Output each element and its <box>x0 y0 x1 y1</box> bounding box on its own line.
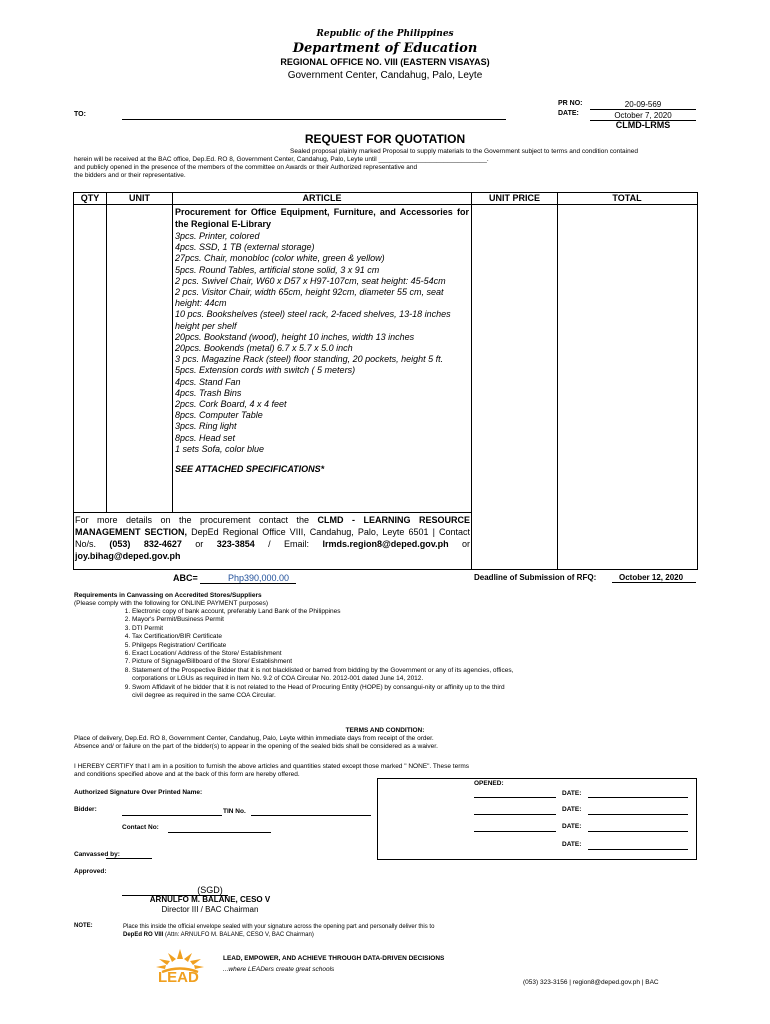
opened-date-label-1: DATE: <box>562 790 582 797</box>
opened-date-label-2: DATE: <box>562 806 582 813</box>
deadline-label: Deadline of Submission of RFQ: <box>474 573 597 582</box>
tin-line <box>251 815 371 816</box>
note-office: DepEd RO VIII <box>123 932 164 938</box>
requirements-subtitle: (Please comply with the following for ONLINE PAYMENT purposes) <box>74 600 268 607</box>
article-item: 10 pcs. Bookshelves (steel) steel rack, 2-faced shelves, 13-18 inches height per shelf <box>175 309 451 331</box>
opened-line-3 <box>474 831 556 832</box>
signatory-position: Director III / BAC Chairman <box>161 905 259 914</box>
intro-line-2: herein will be received at the BAC office, Dep.Ed. RO 8, Government Center, Candahug, Palo, Leyte until ______________________________. <box>74 156 489 163</box>
article-item: 4pcs. SSD, 1 TB (external storage) <box>175 242 315 253</box>
opened-date-line-4 <box>588 849 688 850</box>
canvassed-line <box>106 858 152 859</box>
contact-text-5: or <box>448 539 470 549</box>
footer-contact: (053) 323-3156 | region8@deped.gov.ph | BAC <box>523 979 659 986</box>
authorized-signature-label: Authorized Signature Over Printed Name: <box>74 789 203 796</box>
contact-text-2: DepEd Regional Office VIII, Candahug, Palo, Leyte 6501 | Contact No/s. <box>75 527 470 549</box>
bidder-label: Bidder: <box>74 806 97 813</box>
article-title: Procurement for Office Equipment, Furniture, and Accessories for the Regional E-Library <box>175 207 469 229</box>
article-item: 3 pcs. Magazine Rack (steel) floor standing, 20 pockets, height 5 ft. <box>175 354 444 365</box>
contact-email-1[interactable]: lrmds.region8@deped.gov.ph <box>322 539 449 549</box>
opened-line-2 <box>474 814 556 815</box>
terms-title: TERMS AND CONDITION: <box>345 727 425 734</box>
to-line <box>122 119 506 120</box>
intro-line-4: the bidders and or their representative. <box>74 172 186 179</box>
article-item: 5pcs. Round Tables, artificial stone solid, 3 x 91 cm <box>175 264 380 275</box>
contact-divider <box>73 512 472 513</box>
opened-date-line-3 <box>588 831 688 832</box>
note-label: NOTE: <box>74 923 93 929</box>
header-article: ARTICLE <box>302 193 342 203</box>
article-item: 3pcs. Printer, colored <box>175 231 260 241</box>
department-name: Department of Education <box>292 41 478 56</box>
contact-text-1: For more details on the procurement contact the <box>75 515 318 525</box>
contact-phone-2: 323-3854 <box>216 539 255 549</box>
signed-mark: (SGD) <box>197 885 223 895</box>
pr-label: PR NO: <box>558 100 583 107</box>
opened-label: OPENED: <box>474 780 504 787</box>
republic-label: Republic of the Philippines <box>316 29 454 39</box>
article-item: 4pcs. Trash Bins <box>175 387 242 398</box>
deadline-value: October 12, 2020 <box>619 573 684 582</box>
requirement-item: 7. Picture of Signage/Billboard of the Store/ Establishment <box>132 658 516 666</box>
regional-office: REGIONAL OFFICE NO. VIII (EASTERN VISAYAS) <box>280 57 490 67</box>
pr-line <box>590 109 696 110</box>
article-item: 20pcs. Bookstand (wood), height 10 inches, width 13 inches <box>175 331 415 342</box>
intro-line-1: Sealed proposal plainly marked Proposal to supply materials to the Government subject to terms and condition contained <box>290 148 638 155</box>
to-label: TO: <box>74 111 86 118</box>
see-attached-note: SEE ATTACHED SPECIFICATIONS* <box>175 464 325 475</box>
requirement-item: 1. Electronic copy of bank account, preferably Land Bank of the Philippines <box>132 608 516 616</box>
header-qty: QTY <box>80 193 100 203</box>
abc-line <box>200 583 296 584</box>
opened-box <box>377 778 697 860</box>
requirement-item: 4. Tax Certification/BIR Certificate <box>132 633 516 641</box>
note-line-1: Place this inside the official envelope sealed with your signature across the opening part and personally deliver this to <box>123 924 435 930</box>
footer-tagline: ...where LEADers create great schools <box>223 966 335 973</box>
document-title: REQUEST FOR QUOTATION <box>304 132 466 146</box>
header-total: TOTAL <box>612 193 642 203</box>
requirement-item: 9. Sworn Affidavit of he bidder that it is not related to the Head of Procuring Entity (HOPE) by consangui-nity or affinity up to the third civil degree as required in the same COA Circular. <box>132 684 516 701</box>
requirements-title: Requirements in Canvassing on Accredited Stores/Suppliers <box>74 592 262 599</box>
requirements-list <box>122 608 516 700</box>
date-value: October 7, 2020 <box>614 111 672 120</box>
contact-section-name: CLMD - LEARNING RESOURCE MANAGEMENT SECTION, <box>75 515 471 537</box>
certify-line-1: I HEREBY CERTIFY that I am in a position to furnish the above articles and quantities stated except those marked " NONE". These terms <box>74 763 470 770</box>
table-header-divider <box>73 204 697 205</box>
abc-label: ABC= <box>173 573 198 583</box>
opened-date-line-1 <box>588 797 688 798</box>
contact-text-4: / Email: <box>254 539 323 549</box>
opened-line-1 <box>474 797 556 798</box>
contact-email-2[interactable]: joy.bihag@deped.gov.ph <box>75 551 181 561</box>
article-item: 8pcs. Computer Table <box>175 410 263 421</box>
approved-label: Approved: <box>74 868 107 875</box>
footer-slogan: LEAD, EMPOWER, AND ACHIEVE THROUGH DATA-DRIVEN DECISIONS <box>223 955 445 962</box>
article-cell <box>175 206 469 474</box>
article-item: 2 pcs. Swivel Chair, W60 x D57 x H97-107cm, seat height: 45-54cm <box>175 275 446 286</box>
requirement-item: 3. DTI Permit <box>132 625 516 633</box>
canvassed-by-label: Canvassed by: <box>74 851 120 858</box>
requirement-item: 8. Statement of the Prospective Bidder that it is not blacklisted or barred from bidding by the Government or any of its agencies, offices, corporations or LGUs as required in Item No. 9.2 of COA Circular No. 2012-001 dated June 14, 2012. <box>132 667 516 684</box>
article-item: 3pcs. Ring light <box>175 421 237 432</box>
signatory-name: ARNULFO M. BALANE, CESO V <box>149 895 271 904</box>
article-item: 5pcs. Extension cords with switch ( 5 meters) <box>175 365 356 376</box>
article-item: 27pcs. Chair, monobloc (color white, green & yellow) <box>175 253 385 264</box>
contact-no-label: Contact No: <box>122 824 159 831</box>
terms-line-1: Place of delivery, Dep.Ed. RO 8, Government Center, Candahug, Palo, Leyte within immediate days from receipt of the order. <box>74 735 434 742</box>
logo-text: LEAD <box>158 969 199 986</box>
contact-no-line <box>168 832 271 833</box>
terms-line-2: Absence and/ or failure on the part of the bidder(s) to appear in the opening of the sealed bids shall be considered as a waiver. <box>74 743 438 750</box>
certify-line-2: and conditions specified above and at the back of this form are hereby offered. <box>74 771 300 778</box>
col-divider-price <box>557 192 558 569</box>
bidder-line <box>122 815 222 816</box>
article-item: 20pcs. Bookends (metal) 6.7 x 5.7 x 5.0 inch <box>175 343 353 354</box>
tin-label: TIN No. <box>223 808 246 815</box>
office-address: Government Center, Candahug, Palo, Leyte <box>287 70 483 81</box>
article-item: 8pcs. Head set <box>175 432 236 443</box>
note-attention: (Attn: ARNULFO M. BALANE, CESO V, BAC Chairman) <box>163 932 314 938</box>
date-label: DATE: <box>558 110 579 117</box>
article-item: 4pcs. Stand Fan <box>175 376 241 387</box>
opened-date-label-3: DATE: <box>562 823 582 830</box>
intro-line-3: and publicly opened in the presence of the members of the committee on Awards or their Authorized representative and <box>74 164 418 171</box>
article-item: 2pcs. Cork Board, 4 x 4 feet <box>175 399 287 410</box>
article-item: 2 pcs. Visitor Chair, width 65cm, height 92cm, diameter 55 cm, seat height: 44cm <box>175 287 444 309</box>
col-divider-qty <box>106 192 107 512</box>
requirement-item: 5. Philgeps Registration/ Certificate <box>132 642 516 650</box>
contact-phone-1: (053) 832-4627 <box>109 539 182 549</box>
header-unit-price: UNIT PRICE <box>488 193 540 203</box>
deadline-line <box>612 582 696 583</box>
abc-value: Php390,000.00 <box>228 573 290 583</box>
requirement-item: 6. Exact Location/ Address of the Store/ Establishment <box>132 650 516 658</box>
opened-date-line-2 <box>588 814 688 815</box>
article-item-list <box>175 231 469 455</box>
opened-date-label-4: DATE: <box>562 841 582 848</box>
contact-info <box>75 514 470 562</box>
requirement-item: 2. Mayor's Permit/Business Permit <box>132 616 516 624</box>
office-code: CLMD-LRMS <box>615 120 671 130</box>
col-divider-unit <box>172 192 173 512</box>
header-unit: UNIT <box>129 193 150 203</box>
lead-logo <box>148 945 212 987</box>
pr-value: 20-09-569 <box>624 100 662 109</box>
contact-text-3: or <box>181 539 217 549</box>
article-item: 1 sets Sofa, color blue <box>175 443 265 454</box>
note-line-2 <box>123 931 314 939</box>
